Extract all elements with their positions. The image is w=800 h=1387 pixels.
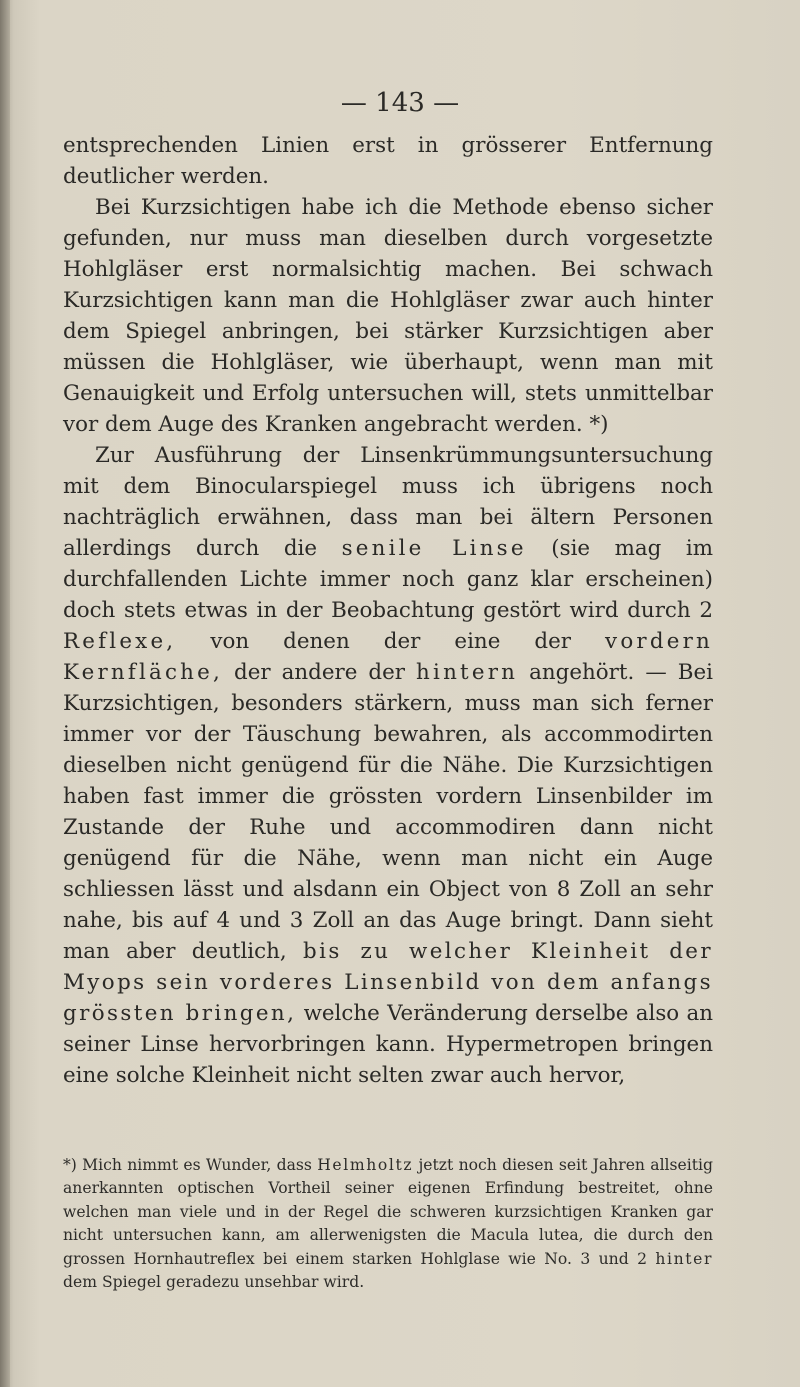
- footnote-emphasis-helmholtz: Helmholtz: [317, 1156, 414, 1174]
- paragraph-3: [63, 440, 713, 1091]
- paragraph-3-text-6: welche Veränderung derselbe also an seiner Linse hervorbringen kann. Hypermetropen bringen eine solche Kleinheit nicht selten zwar auch hervor,: [63, 1001, 713, 1088]
- footnote-text-3: dem Spiegel geradezu unsehbar wird.: [63, 1273, 365, 1292]
- paragraph-3-text-5: angehört. — Bei Kurzsichtigen, besonders stärkern, muss man sich ferner immer vor der Täuschung bewahren, als accommodirten dieselben nicht genügend für die Nähe. Die Kurzsichtigen haben fast immer die grössten vordern Linsenbilder im Zustande der Ruhe und accommodiren dann nicht genügend für die Nähe, wenn man nicht ein Auge schliessen lässt und alsdann ein Object von 8 Zoll an sehr nahe, bis auf 4 und 3 Zoll an das Auge bringt. Dann sieht man aber deutlich,: [63, 660, 713, 964]
- paragraph-2: Bei Kurzsichtigen habe ich die Methode ebenso sicher gefunden, nur muss man dieselben durch vorgesetzte Hohlgläser erst normalsichtig machen. Bei schwach Kurzsichtigen kann man die Hohlgläser zwar auch hinter dem Spiegel anbringen, bei stärker Kurzsichtigen aber müssen die Hohlgläser, wie überhaupt, wenn man mit Genauigkeit und Erfolg untersuchen will, stets unmittelbar vor dem Auge des Kranken angebracht werden. *): [63, 195, 713, 437]
- paragraph-3-text-4: der andere der: [234, 660, 406, 685]
- paragraph-3-text-3: von denen der eine der: [210, 629, 571, 654]
- paragraph-3-text-2: (sie mag im durchfallenden Lichte immer noch ganz klar erscheinen) doch stets etwas in der Beobachtung gestört wird durch 2: [63, 536, 714, 623]
- paragraph-1: entsprechenden Linien erst in grösserer Entfernung deutlicher werden.: [63, 133, 713, 189]
- emphasis-senile-linse: senile Linse: [341, 536, 527, 561]
- main-text: [63, 130, 713, 1091]
- page-number: — 143 —: [340, 88, 460, 118]
- footnote-emphasis-hinter: hinter: [655, 1249, 713, 1268]
- footnote-text-1: *) Mich nimmt es Wunder, dass: [63, 1156, 312, 1174]
- footnote-text-2: jetzt noch diesen seit Jahren allseitig anerkannten optischen Vortheil seiner eigenen Erfindung bestreitet, ohne welchen man viele und in der Regel die schweren kurzsichtigen Kranken gar nicht untersuchen kann, am allerwenigsten die Macula lutea, die durch den grossen Hornhautreflex bei einem starken Hohlglase wie No. 3 und 2: [63, 1156, 713, 1268]
- paragraph-3-text-1: Zur Ausführung der Linsenkrümmungsuntersuchung mit dem Binocularspiegel muss ich übrigens noch nachträglich erwähnen, dass man bei ältern Personen allerdings durch die: [63, 443, 713, 561]
- footnote: [63, 1154, 713, 1294]
- emphasis-hintern: hintern: [416, 660, 519, 685]
- emphasis-vordern-kernflaeche: vordern Kernfläche,: [63, 629, 713, 685]
- emphasis-kleinheit-myops: bis zu welcher Kleinheit der Myops sein vorderes Linsenbild von dem anfangs grössten bringen,: [63, 939, 713, 1026]
- book-spine-shadow: [0, 0, 10, 1387]
- emphasis-reflexe: Reflexe,: [63, 629, 177, 654]
